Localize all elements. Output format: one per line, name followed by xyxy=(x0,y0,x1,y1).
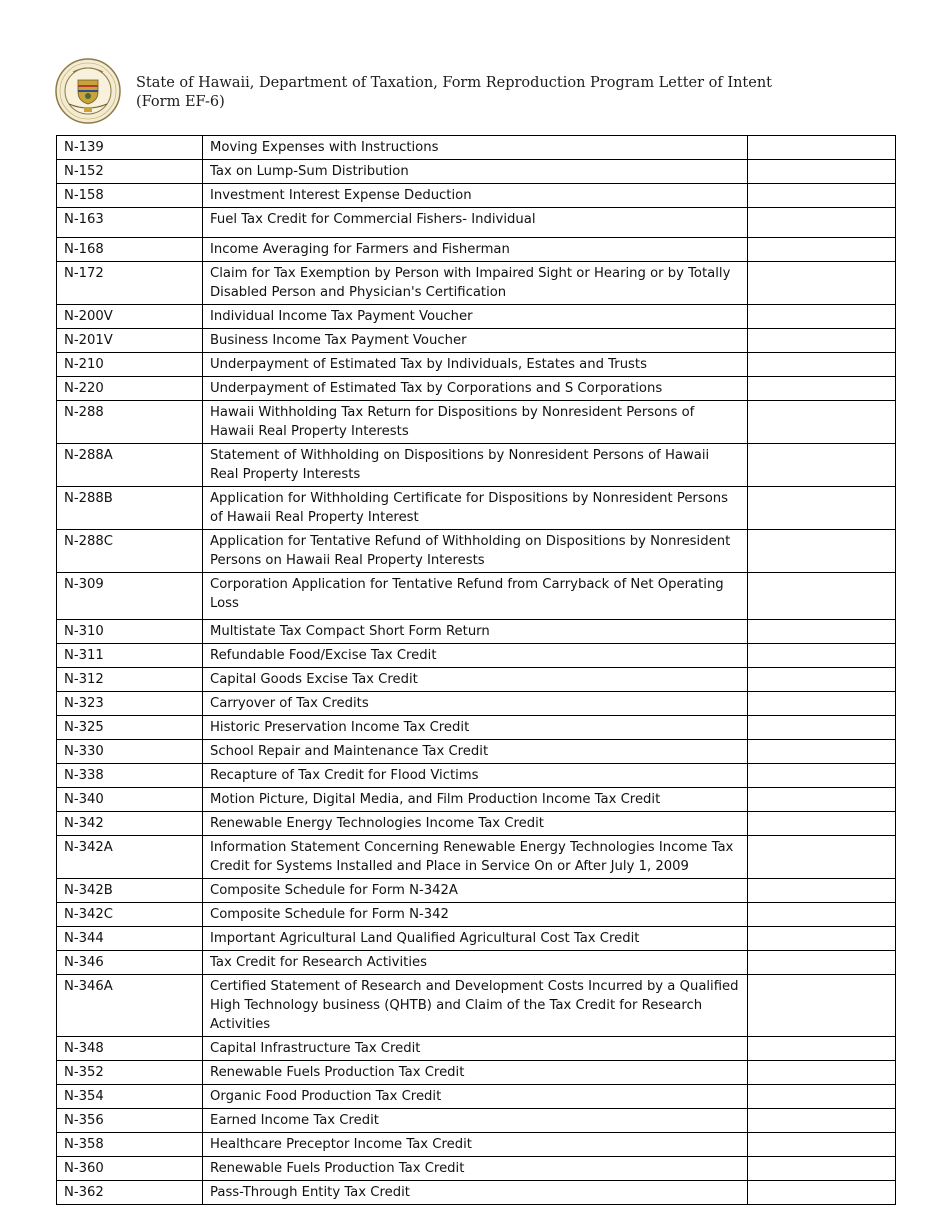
table-row xyxy=(57,1037,896,1061)
form-title-cell: Important Agricultural Land Qualified Agricultural Cost Tax Credit xyxy=(203,927,748,951)
form-mark-cell[interactable] xyxy=(748,238,896,262)
table-row xyxy=(57,951,896,975)
form-number-cell: N-139 xyxy=(57,136,203,160)
form-mark-cell[interactable] xyxy=(748,329,896,353)
table-row xyxy=(57,377,896,401)
form-title-cell: Certified Statement of Research and Development Costs Incurred by a Qualified High Technology business (QHTB) and Claim of the Tax Credit for Research Activities xyxy=(203,975,748,1037)
page-header xyxy=(55,58,895,124)
form-title-cell: Renewable Fuels Production Tax Credit xyxy=(203,1157,748,1181)
table-row xyxy=(57,329,896,353)
form-number-cell: N-310 xyxy=(57,620,203,644)
form-title-cell: Healthcare Preceptor Income Tax Credit xyxy=(203,1133,748,1157)
forms-table xyxy=(56,135,896,1205)
form-number-cell: N-342 xyxy=(57,812,203,836)
form-mark-cell[interactable] xyxy=(748,927,896,951)
table-row xyxy=(57,573,896,620)
form-number-cell: N-346A xyxy=(57,975,203,1037)
form-mark-cell[interactable] xyxy=(748,692,896,716)
form-number-cell: N-342A xyxy=(57,836,203,879)
table-row xyxy=(57,788,896,812)
table-row xyxy=(57,160,896,184)
form-mark-cell[interactable] xyxy=(748,530,896,573)
table-row xyxy=(57,353,896,377)
table-row xyxy=(57,620,896,644)
table-row xyxy=(57,927,896,951)
form-mark-cell[interactable] xyxy=(748,1109,896,1133)
form-title-cell: Capital Goods Excise Tax Credit xyxy=(203,668,748,692)
form-number-cell: N-340 xyxy=(57,788,203,812)
form-mark-cell[interactable] xyxy=(748,879,896,903)
form-mark-cell[interactable] xyxy=(748,812,896,836)
form-number-cell: N-210 xyxy=(57,353,203,377)
table-row xyxy=(57,1181,896,1205)
form-mark-cell[interactable] xyxy=(748,644,896,668)
form-title-cell: Recapture of Tax Credit for Flood Victims xyxy=(203,764,748,788)
form-number-cell: N-323 xyxy=(57,692,203,716)
form-title-cell: Organic Food Production Tax Credit xyxy=(203,1085,748,1109)
form-number-cell: N-356 xyxy=(57,1109,203,1133)
form-number-cell: N-346 xyxy=(57,951,203,975)
table-row xyxy=(57,184,896,208)
form-mark-cell[interactable] xyxy=(748,1085,896,1109)
form-mark-cell[interactable] xyxy=(748,1061,896,1085)
form-mark-cell[interactable] xyxy=(748,353,896,377)
form-mark-cell[interactable] xyxy=(748,1133,896,1157)
table-row xyxy=(57,1109,896,1133)
form-number-cell: N-312 xyxy=(57,668,203,692)
form-title-cell: Multistate Tax Compact Short Form Return xyxy=(203,620,748,644)
form-mark-cell[interactable] xyxy=(748,740,896,764)
table-row xyxy=(57,305,896,329)
form-title-cell: Information Statement Concerning Renewable Energy Technologies Income Tax Credit for Systems Installed and Place in Service On or After July 1, 2009 xyxy=(203,836,748,879)
form-title-cell: Earned Income Tax Credit xyxy=(203,1109,748,1133)
form-title-cell: Refundable Food/Excise Tax Credit xyxy=(203,644,748,668)
form-title-cell: Application for Withholding Certificate for Dispositions by Nonresident Persons of Hawaii Real Property Interest xyxy=(203,487,748,530)
form-title-cell: Fuel Tax Credit for Commercial Fishers- Individual xyxy=(203,208,748,238)
form-title-cell: Tax on Lump-Sum Distribution xyxy=(203,160,748,184)
form-number-cell: N-168 xyxy=(57,238,203,262)
forms-table-body xyxy=(57,136,896,1205)
form-title-cell: Pass-Through Entity Tax Credit xyxy=(203,1181,748,1205)
form-mark-cell[interactable] xyxy=(748,1181,896,1205)
form-number-cell: N-201V xyxy=(57,329,203,353)
form-title-cell: Moving Expenses with Instructions xyxy=(203,136,748,160)
table-row xyxy=(57,1061,896,1085)
form-title-cell: Business Income Tax Payment Voucher xyxy=(203,329,748,353)
form-number-cell: N-220 xyxy=(57,377,203,401)
form-number-cell: N-358 xyxy=(57,1133,203,1157)
form-number-cell: N-362 xyxy=(57,1181,203,1205)
form-number-cell: N-200V xyxy=(57,305,203,329)
form-mark-cell[interactable] xyxy=(748,573,896,620)
form-number-cell: N-325 xyxy=(57,716,203,740)
form-mark-cell[interactable] xyxy=(748,620,896,644)
form-mark-cell[interactable] xyxy=(748,262,896,305)
table-row xyxy=(57,740,896,764)
table-row xyxy=(57,136,896,160)
title-line-2: (Form EF-6) xyxy=(136,94,225,110)
form-number-cell: N-354 xyxy=(57,1085,203,1109)
table-row xyxy=(57,716,896,740)
form-mark-cell[interactable] xyxy=(748,444,896,487)
form-number-cell: N-172 xyxy=(57,262,203,305)
form-mark-cell[interactable] xyxy=(748,668,896,692)
form-number-cell: N-360 xyxy=(57,1157,203,1181)
form-number-cell: N-288B xyxy=(57,487,203,530)
form-number-cell: N-348 xyxy=(57,1037,203,1061)
form-number-cell: N-309 xyxy=(57,573,203,620)
table-row xyxy=(57,444,896,487)
form-number-cell: N-152 xyxy=(57,160,203,184)
form-mark-cell[interactable] xyxy=(748,951,896,975)
form-title-cell: Underpayment of Estimated Tax by Individuals, Estates and Trusts xyxy=(203,353,748,377)
table-row xyxy=(57,238,896,262)
table-row xyxy=(57,530,896,573)
form-mark-cell[interactable] xyxy=(748,377,896,401)
form-mark-cell[interactable] xyxy=(748,136,896,160)
form-number-cell: N-338 xyxy=(57,764,203,788)
form-number-cell: N-288C xyxy=(57,530,203,573)
table-row xyxy=(57,692,896,716)
page-title xyxy=(136,74,856,112)
form-title-cell: Statement of Withholding on Dispositions by Nonresident Persons of Hawaii Real Property Interests xyxy=(203,444,748,487)
form-title-cell: Tax Credit for Research Activities xyxy=(203,951,748,975)
form-title-cell: Investment Interest Expense Deduction xyxy=(203,184,748,208)
form-mark-cell[interactable] xyxy=(748,836,896,879)
table-row xyxy=(57,975,896,1037)
form-number-cell: N-288A xyxy=(57,444,203,487)
table-row xyxy=(57,262,896,305)
form-title-cell: Underpayment of Estimated Tax by Corporations and S Corporations xyxy=(203,377,748,401)
table-row xyxy=(57,1157,896,1181)
table-row xyxy=(57,812,896,836)
form-mark-cell[interactable] xyxy=(748,764,896,788)
form-number-cell: N-342B xyxy=(57,879,203,903)
form-title-cell: Renewable Fuels Production Tax Credit xyxy=(203,1061,748,1085)
form-title-cell: Renewable Energy Technologies Income Tax Credit xyxy=(203,812,748,836)
form-title-cell: Carryover of Tax Credits xyxy=(203,692,748,716)
form-title-cell: School Repair and Maintenance Tax Credit xyxy=(203,740,748,764)
table-row xyxy=(57,836,896,879)
form-title-cell: Corporation Application for Tentative Refund from Carryback of Net Operating Loss xyxy=(203,573,748,620)
form-mark-cell[interactable] xyxy=(748,487,896,530)
table-row xyxy=(57,879,896,903)
form-title-cell: Individual Income Tax Payment Voucher xyxy=(203,305,748,329)
hawaii-state-seal-icon xyxy=(55,58,121,124)
form-mark-cell[interactable] xyxy=(748,305,896,329)
form-number-cell: N-158 xyxy=(57,184,203,208)
form-title-cell: Motion Picture, Digital Media, and Film Production Income Tax Credit xyxy=(203,788,748,812)
form-number-cell: N-311 xyxy=(57,644,203,668)
table-row xyxy=(57,903,896,927)
title-line-1: State of Hawaii, Department of Taxation, Form Reproduction Program Letter of Intent xyxy=(136,75,773,91)
form-mark-cell[interactable] xyxy=(748,716,896,740)
form-mark-cell[interactable] xyxy=(748,184,896,208)
form-mark-cell[interactable] xyxy=(748,160,896,184)
form-mark-cell[interactable] xyxy=(748,1157,896,1181)
form-number-cell: N-163 xyxy=(57,208,203,238)
table-row xyxy=(57,668,896,692)
form-title-cell: Hawaii Withholding Tax Return for Dispositions by Nonresident Persons of Hawaii Real Property Interests xyxy=(203,401,748,444)
form-mark-cell[interactable] xyxy=(748,975,896,1037)
form-number-cell: N-352 xyxy=(57,1061,203,1085)
form-number-cell: N-344 xyxy=(57,927,203,951)
form-title-cell: Capital Infrastructure Tax Credit xyxy=(203,1037,748,1061)
form-mark-cell[interactable] xyxy=(748,208,896,238)
table-row xyxy=(57,1133,896,1157)
form-number-cell: N-342C xyxy=(57,903,203,927)
form-title-cell: Composite Schedule for Form N-342A xyxy=(203,879,748,903)
table-row xyxy=(57,644,896,668)
table-row xyxy=(57,208,896,238)
table-row xyxy=(57,487,896,530)
form-title-cell: Income Averaging for Farmers and Fisherman xyxy=(203,238,748,262)
form-mark-cell[interactable] xyxy=(748,1037,896,1061)
table-row xyxy=(57,401,896,444)
form-number-cell: N-288 xyxy=(57,401,203,444)
form-title-cell: Application for Tentative Refund of Withholding on Dispositions by Nonresident Persons on Hawaii Real Property Interests xyxy=(203,530,748,573)
form-title-cell: Composite Schedule for Form N-342 xyxy=(203,903,748,927)
form-number-cell: N-330 xyxy=(57,740,203,764)
form-title-cell: Historic Preservation Income Tax Credit xyxy=(203,716,748,740)
form-mark-cell[interactable] xyxy=(748,401,896,444)
form-mark-cell[interactable] xyxy=(748,788,896,812)
table-row xyxy=(57,1085,896,1109)
form-mark-cell[interactable] xyxy=(748,903,896,927)
form-title-cell: Claim for Tax Exemption by Person with Impaired Sight or Hearing or by Totally Disabled Person and Physician's Certification xyxy=(203,262,748,305)
table-row xyxy=(57,764,896,788)
